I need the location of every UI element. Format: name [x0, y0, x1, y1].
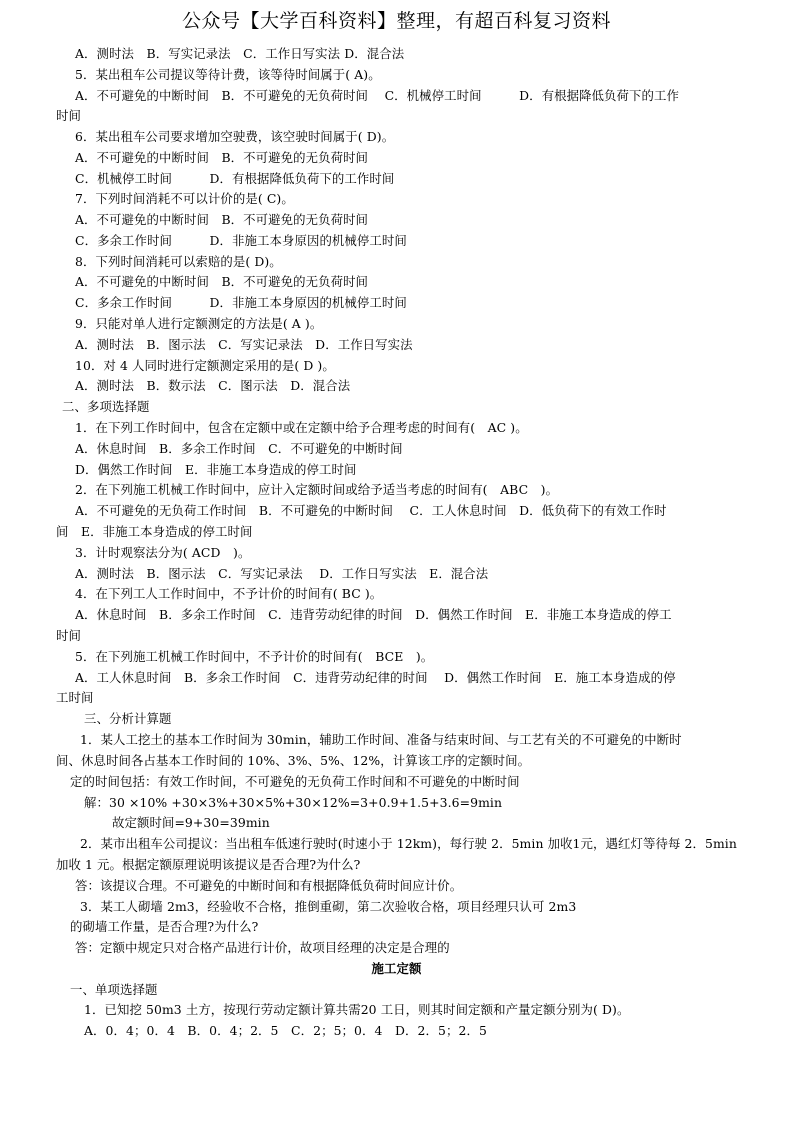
text-line: 5．在下列施工机械工作时间中，不予计价的时间有( BCE )。: [75, 649, 434, 664]
text-line: 答：该提议合理。不可避免的中断时间和有根据降低负荷时间应计价。: [75, 878, 463, 893]
text-line: 1．已知挖 50m3 土方，按现行劳动定额计算共需20 工日，则其时间定额和产量定额分别为( D)。: [84, 1002, 630, 1017]
section-title: 施工定额: [371, 961, 422, 976]
text-line: 间 E．非施工本身造成的停工时间: [56, 524, 253, 539]
text-line: 7．下列时间消耗不可以计价的是( C)。: [75, 191, 294, 206]
text-line: 工时间: [56, 690, 94, 705]
text-line: A．测时法 B．数示法 C．图示法 D．混合法: [75, 378, 351, 393]
text-line: 2．某市出租车公司提议：当出租车低速行驶时(时速小于 12km)，每行驶 2．5min 加收1元，遇红灯等待每 2．5min: [80, 836, 737, 851]
text-line: A．休息时间 B．多余工作时间 C．违背劳动纪律的时间 D．偶然工作时间 E．非施工本身造成的停工: [75, 607, 672, 622]
text-line: A．不可避免的中断时间 B．不可避免的无负荷时间: [75, 150, 369, 165]
text-line: 间、休息时间各占基本工作时间的 10%、3%、5%、12%，计算该工序的定额时间。: [56, 753, 531, 768]
text-line: 1．在下列工作时间中，包含在定额中或在定额中给予合理考虑的时间有( AC )。: [75, 420, 528, 435]
text-line: 3．某工人砌墙 2m3，经验收不合格，推倒重砌，第二次验收合格，项目经理只认可 2m3: [80, 899, 577, 914]
text-line: 10．对 4 人同时进行定额测定采用的是( D )。: [75, 358, 335, 373]
text-line: A．休息时间 B．多余工作时间 C．不可避免的中断时间: [75, 441, 403, 456]
text-line: 6．某出租车公司要求增加空驶费，该空驶时间属于( D)。: [75, 129, 395, 144]
section-heading: 一、单项选择题: [70, 982, 158, 997]
text-line: A．测时法 B．写实记录法 C．工作日写实法 D．混合法: [75, 46, 405, 61]
text-line: C．多余工作时间 D．非施工本身原因的机械停工时间: [75, 295, 407, 310]
text-line: 8．下列时间消耗可以索赔的是( D)。: [75, 254, 282, 269]
text-line: C．机械停工时间 D．有根据降低负荷下的工作时间: [75, 171, 395, 186]
text-line: 5．某出租车公司提议等待计费，该等待时间属于( A)。: [75, 67, 381, 82]
formula-line: 解：30 ×10% +30×3%+30×5%+30×12%=3+0.9+1.5+3.6=9min: [84, 795, 503, 810]
text-line: A．不可避免的中断时间 B．不可避免的无负荷时间: [75, 212, 369, 227]
text-line: A．测时法 B．图示法 C．写实记录法 D．工作日写实法: [75, 337, 413, 352]
text-line: 4．在下列工人工作时间中，不予计价的时间有( BC )。: [75, 586, 383, 601]
text-line: A．不可避免的中断时间 B．不可避免的无负荷时间 C．机械停工时间 D．有根据降低负荷下的工作: [75, 88, 679, 103]
text-line: 1．某人工挖土的基本工作时间为 30min，辅助工作时间、准备与结束时间、与工艺有关的不可避免的中断时: [80, 732, 682, 747]
section-heading: 二、多项选择题: [62, 399, 150, 414]
text-line: 时间: [56, 628, 81, 643]
text-line: C．多余工作时间 D．非施工本身原因的机械停工时间: [75, 233, 407, 248]
section-heading: 三、分析计算题: [84, 711, 172, 726]
text-line: 2．在下列施工机械工作时间中，应计入定额时间或给予适当考虑的时间有( ABC )。: [75, 482, 559, 497]
text-line: A．测时法 B．图示法 C．写实记录法 D．工作日写实法 E．混合法: [75, 566, 489, 581]
text-line: A．不可避免的无负荷工作时间 B．不可避免的中断时间 C．工人休息时间 D．低负荷下的有效工作时: [75, 503, 667, 518]
text-line: 时间: [56, 108, 81, 123]
text-line: D．偶然工作时间 E．非施工本身造成的停工时间: [75, 462, 357, 477]
text-line: 的砌墙工作量，是否合理?为什么?: [70, 919, 259, 934]
text-line: 加收 1 元。根据定额原理说明该提议是否合理?为什么?: [56, 857, 361, 872]
text-line: 9．只能对单人进行定额测定的方法是( A )。: [75, 316, 323, 331]
text-line: 3．计时观察法分为( ACD )。: [75, 545, 251, 560]
text-line: A．工人休息时间 B．多余工作时间 C．违背劳动纪律的时间 D．偶然工作时间 E．施工本身造成的停: [75, 670, 676, 685]
text-line: 答：定额中规定只对合格产品进行计价，故项目经理的决定是合理的: [75, 940, 450, 955]
text-line: A．不可避免的中断时间 B．不可避免的无负荷时间: [75, 274, 369, 289]
text-line: 定的时间包括：有效工作时间，不可避免的无负荷工作时间和不可避免的中断时间: [70, 774, 520, 789]
page-header: 公众号【大学百科资料】整理，有超百科复习资料: [181, 10, 611, 32]
formula-line: 故定额时间=9+30=39min: [112, 815, 270, 830]
text-line: A．0．4；0．4 B．0．4；2．5 C．2；5；0．4 D．2．5；2．5: [84, 1023, 487, 1038]
